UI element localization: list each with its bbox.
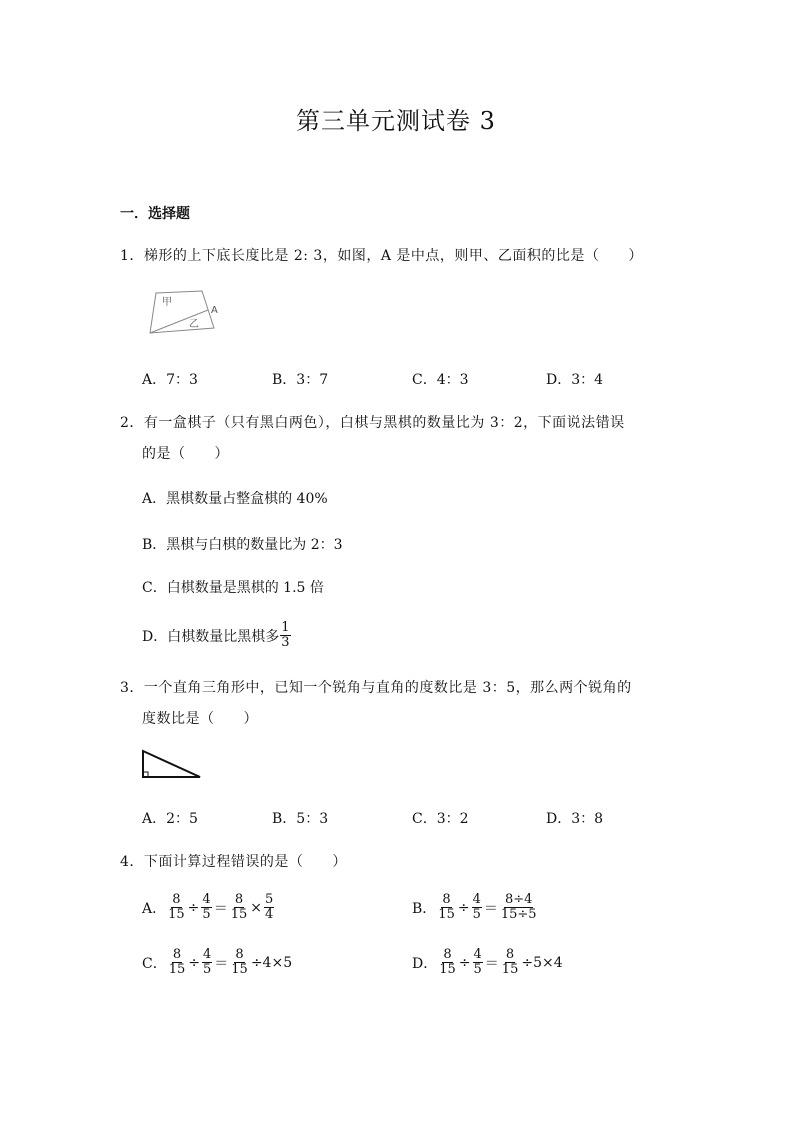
right-triangle-figure	[140, 746, 204, 782]
q3-option-d: D．3：8	[546, 811, 604, 827]
fraction: $\frac{4}{5}$	[203, 947, 212, 977]
q3-option-c: C．3：2	[412, 811, 469, 827]
equals-sign: ＝	[483, 900, 498, 917]
equals-sign: ＝	[213, 900, 228, 917]
figure-label-jia: 甲	[162, 297, 172, 308]
q2-option-a: A．黑棋数量占整盒棋的 40%	[142, 491, 328, 507]
fraction: $\frac{8}{15}$	[230, 892, 248, 922]
divide-sign: ÷	[187, 899, 200, 916]
fraction: $\frac{4}{5}$	[202, 892, 211, 922]
q2-option-d-text: D．白棋数量比黑棋多	[142, 628, 280, 645]
q4-option-d-label: D．	[412, 955, 438, 972]
q3-option-b: B．5：3	[272, 811, 329, 827]
fraction: $\frac{4}{5}$	[472, 892, 481, 922]
q3-option-a: A．2：5	[142, 811, 198, 827]
q4-option-b	[412, 893, 539, 922]
question-1-text: 1．梯形的上下底长度比是 2: 3，如图，A 是中点，则甲、乙面积的比是（ ）	[120, 248, 643, 264]
fraction: $\frac{4}{5}$	[473, 947, 482, 977]
figure-label-yi: 乙	[189, 319, 199, 330]
question-4-text: 4．下面计算过程错误的是（ ）	[120, 854, 347, 870]
trapezoid-figure	[142, 288, 232, 340]
divide-sign: ÷	[188, 954, 200, 971]
section-heading: 一．选择题	[120, 206, 190, 222]
fraction: $\frac{5}{4}$	[264, 892, 274, 922]
fraction: $\frac{8}{15}$	[501, 947, 519, 977]
divide-sign: ÷	[458, 954, 471, 971]
q2-option-c: C．白棋数量是黑棋的 1.5 倍	[142, 580, 324, 596]
fraction: $\frac{8\div 4}{15\div 5}$	[500, 892, 537, 922]
figure-label-a: A	[211, 305, 218, 316]
equals-sign: ＝	[484, 955, 499, 972]
question-2-line-2: 的是（ ）	[142, 446, 229, 462]
q4-option-c-label: C．	[142, 955, 167, 972]
q4-option-d	[412, 948, 564, 977]
q1-option-d: D．3：4	[546, 372, 604, 388]
q4-option-a-label: A．	[142, 900, 167, 917]
fraction: $\frac{8}{15}$	[439, 947, 456, 977]
tail-expression: ÷5×4	[521, 954, 563, 971]
divide-sign: ÷	[457, 899, 470, 916]
fraction: $\frac{8}{15}$	[438, 892, 455, 922]
q4-option-c	[142, 948, 293, 977]
page-title: 第三单元测试卷 3	[296, 107, 496, 135]
q4-option-a	[142, 893, 275, 922]
times-sign: ×	[250, 899, 262, 916]
fraction: $\frac{8}{15}$	[168, 947, 186, 977]
q1-option-b: B．3：7	[272, 372, 329, 388]
question-3-line-2: 度数比是（ ）	[142, 711, 258, 727]
question-2-line-1: 2．有一盒棋子（只有黑白两色），白棋与黑棋的数量比为 3：2，下面说法错误	[120, 415, 625, 431]
fraction: $\frac{8}{15}$	[168, 892, 185, 922]
fraction: $\frac{8}{15}$	[231, 947, 248, 977]
fraction-one-third: $\frac{1}{3}$	[281, 620, 290, 650]
q4-option-b-label: B．	[412, 900, 437, 917]
q1-option-c: C．4：3	[412, 372, 469, 388]
tail-expression: ÷4×5	[250, 954, 293, 971]
question-3-line-1: 3．一个直角三角形中，已知一个锐角与直角的度数比是 3：5，那么两个锐角的	[120, 680, 632, 696]
q2-option-b: B．黑棋与白棋的数量比为 2：3	[142, 537, 343, 553]
equals-sign: ＝	[214, 955, 229, 972]
q2-option-d	[142, 621, 292, 650]
q1-option-a: A．7：3	[142, 372, 198, 388]
